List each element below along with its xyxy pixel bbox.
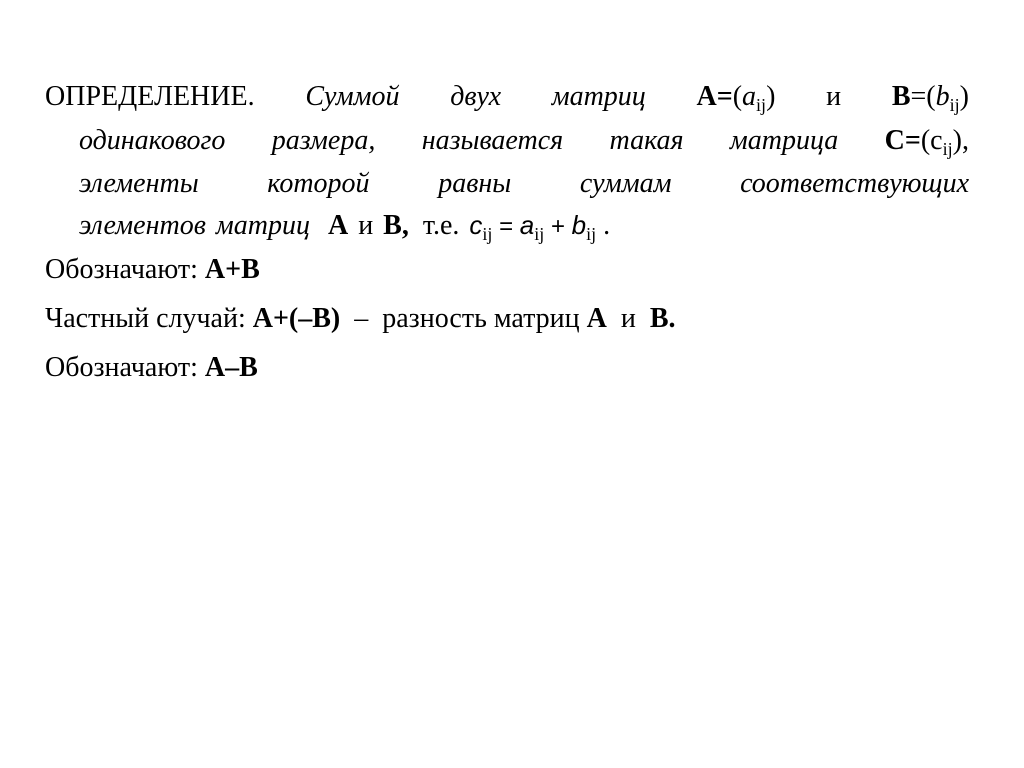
definition-word: матриц	[215, 210, 310, 241]
definition-line-2	[79, 127, 969, 158]
definition-word: равны	[438, 168, 512, 199]
notation-value: A–B	[204, 352, 258, 383]
definition-word: соответствующих	[740, 168, 969, 199]
matrix-b-ref: B,	[383, 210, 409, 241]
matrix-a-def: $A=(a_{ij})$	[696, 81, 776, 115]
matrix-a-ref: A	[327, 210, 349, 241]
sum-formula: $c_{ij} = a_{ij} + b_{ij}$ .	[469, 210, 611, 244]
definition-word: суммам	[579, 168, 672, 199]
definition-word: матрица	[729, 125, 839, 156]
notation-value: A+B	[204, 254, 260, 285]
definition-word: элементов	[79, 210, 206, 241]
definition-word: двух	[450, 81, 501, 112]
definition-line-4	[79, 212, 969, 243]
definition-line-1	[45, 83, 969, 114]
definition-label: ОПРЕДЕЛЕНИЕ.	[45, 81, 255, 112]
definition-word: матриц	[551, 81, 646, 112]
matrix-b-ref: B.	[649, 303, 676, 334]
definition-word: которой	[267, 168, 370, 199]
special-case	[45, 305, 676, 333]
diff-notation	[45, 354, 258, 382]
special-case-expr: A+(–B)	[252, 303, 341, 334]
sum-notation	[45, 256, 260, 284]
notation-label: Обозначают:	[45, 254, 205, 285]
special-case-text: – разность матриц	[340, 303, 587, 334]
definition-word: такая	[609, 125, 684, 156]
special-case-label: Частный случай:	[45, 303, 253, 334]
conjunction: и	[826, 81, 842, 112]
definition-word: одинакового	[79, 125, 226, 156]
ie-abbrev: т.е.	[422, 210, 460, 241]
definition-word: размера,	[271, 125, 376, 156]
definition-line-3	[79, 170, 969, 198]
definition-word: элементы	[79, 168, 199, 199]
definition-word: называется	[421, 125, 564, 156]
matrix-a-ref: A	[586, 303, 607, 334]
definition-word: Суммой	[305, 81, 400, 112]
matrix-b-def: $B=(b_{ij})$	[891, 81, 969, 115]
matrix-c-def: $C=(c_{ij})$,	[884, 125, 969, 159]
conjunction: и	[606, 303, 650, 334]
notation-label: Обозначают:	[45, 352, 205, 383]
conjunction: и	[358, 210, 374, 241]
